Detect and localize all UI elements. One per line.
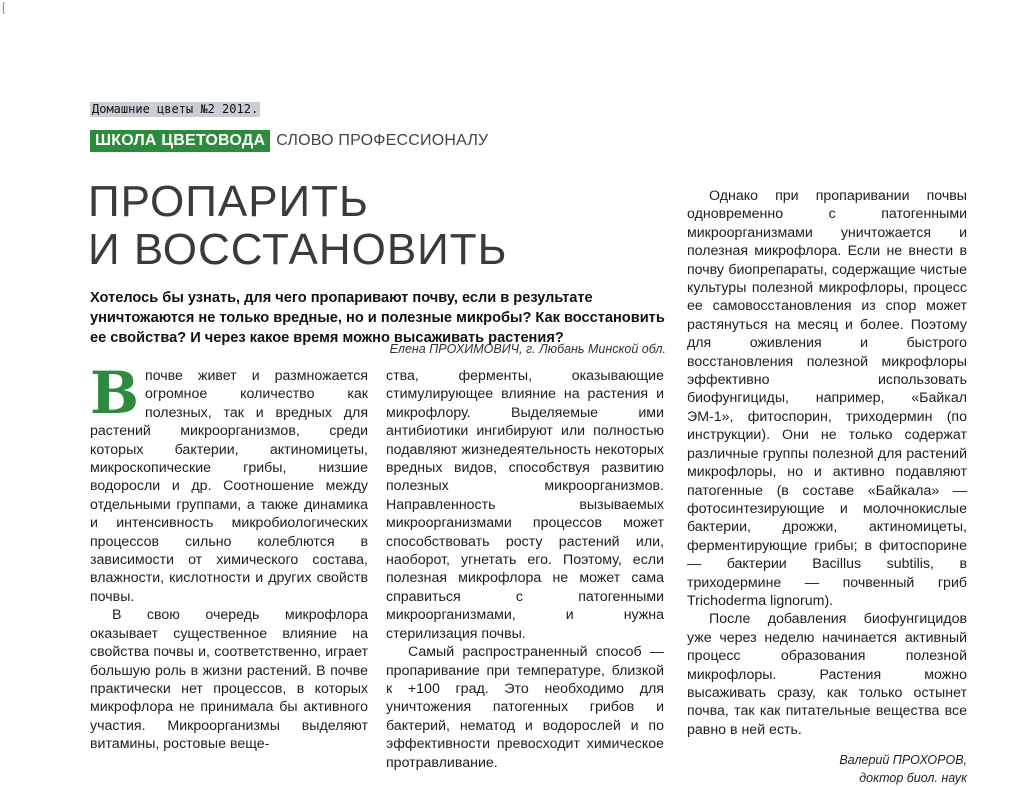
source-label: Домашние цветы №2 2012. <box>92 102 259 116</box>
paragraph: В свою очередь микрофлора оказывает существенное влияние на свойства почвы и, соответственно, играет большую роль в жизни растений. В почве практически нет процессов, в которых микрофлора не принимала бы активного участия. Микроорганизмы выделяют витамины, ростовые веще- <box>90 607 368 753</box>
rubric-section: СЛОВО ПРОФЕССИОНАЛУ <box>276 132 489 149</box>
article-title <box>88 178 508 274</box>
title-line-1: ПРОПАРИТЬ <box>88 177 369 226</box>
corner-mark: [ <box>2 0 6 14</box>
paragraph: ства, ферменты, оказывающие стимулирующее влияние на растения и микрофлору. Выделяемые ими антибиотики ингибируют или полностью подавляют жизнедеятельность некоторых вредных видов, способствуя развитию полезных микроорганизмов. Направленность вызываемых микроорганизмами процессов может способствовать росту растений или, наоборот, угнетать его. Поэтому, если полезная микрофлора не может сама справиться с патогенными микроорганизмами, и нужна стерилизация почвы. <box>386 368 664 642</box>
paragraph-text: почве живет и размножается огромное количество как полезных, так и вредных для растений микроорганизмов, среди которых бактерии, актиномицеты, микроскопические грибы, низшие водоросли и др. Соотношение между отдельными группами, а также динамика и интенсивность микробиологических процессов сильно колеблются в зависимости от химического состава, влажности, кислотности и других свойств почвы. <box>90 368 368 605</box>
paragraph: Однако при пропаривании почвы одновременно с патогенными микроорганизмами уничтожается и полезная микрофлора. Если не внести в почву биопрепараты, содержащие чистые культуры полезной микрофлоры, процесс ее самовосстановления из спор может растянуться на месяц и более. Поэтому для оживления и быстрого восстановления полезной микрофлоры эффективно использовать биофунгициды, например, «Байкал ЭМ-1», фитоспорин, триходермин (по инструкции). Они не только содержат различные группы полезной для растений микрофлоры, но и активно подавляют патогенные (в составе «Байкала» — фотосинтезирующие и молочнокислые бактерии, дрожжи, актиномицеты, ферментирующие грибы; в фитоспорине — бактерии Bacillus subtilis, в триходермине — почвенный гриб Trichoderma lignorum). <box>687 188 967 609</box>
rubric-school: ШКОЛА ЦВЕТОВОДА <box>90 130 270 152</box>
rubric-header <box>90 130 488 152</box>
author-title: доктор биол. наук <box>859 771 967 786</box>
reader-question: Хотелось бы узнать, для чего пропаривают почву, если в результате уничтожаются не только вредные, но и полезные микробы? Как восстановить ее свойства? И через какое время можно высаживать растения? <box>90 290 665 346</box>
title-line-2: И ВОССТАНОВИТЬ <box>88 225 508 274</box>
paragraph: Самый распространенный способ — пропаривание при температуре, близкой к +100 град. Это необходимо для уничтожения патогенных грибов и бактерий, нематод и водорослей и по эффективности превосходит химическое протравливание. <box>386 644 664 771</box>
column-2 <box>386 367 664 772</box>
column-3 <box>687 187 967 787</box>
author-name: Валерий ПРОХОРОВ, <box>839 753 967 768</box>
question-author: Елена ПРОХИМОВИЧ, г. Любань Минской обл. <box>389 342 666 356</box>
drop-cap: В <box>90 359 140 427</box>
paragraph <box>90 359 368 606</box>
paragraph: После добавления биофунгицидов уже через неделю начинается активный процесс образования полезной микрофлоры. Растения можно высаживать сразу, как только остынет почва, так как питательные вещества все равно в ней есть. <box>687 611 967 738</box>
column-1 <box>90 359 368 754</box>
author-signature <box>687 751 967 787</box>
